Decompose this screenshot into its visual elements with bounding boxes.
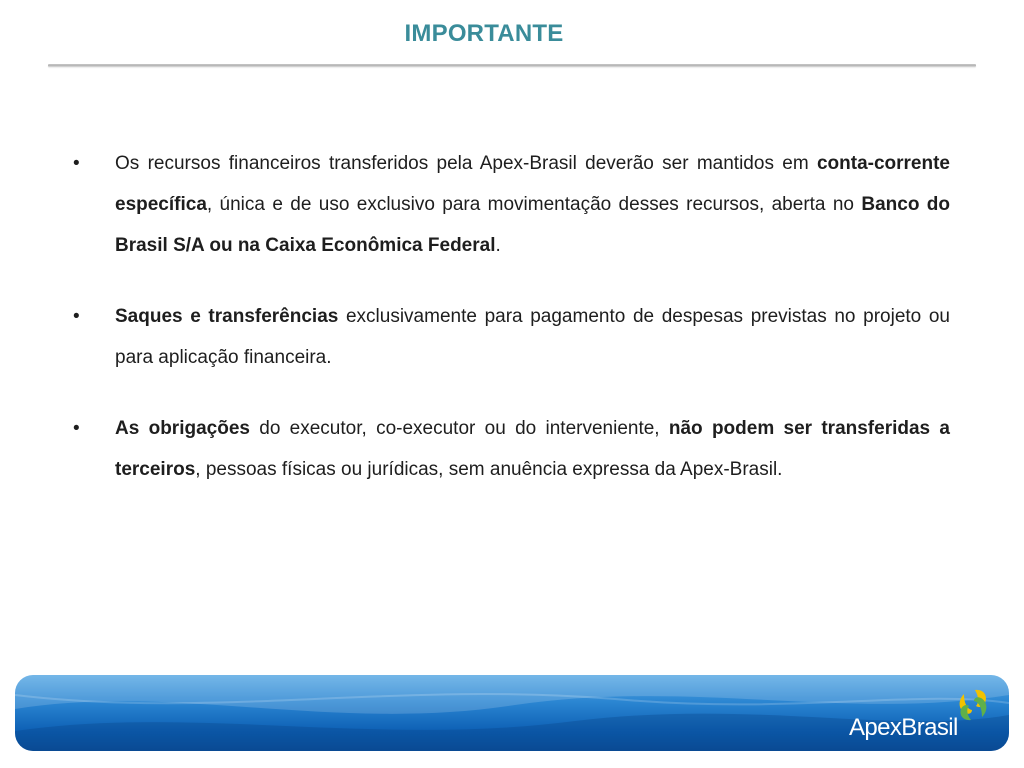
bullet-text-bold: não podem ser transferidas a terceiros	[115, 418, 950, 480]
bullet-text-bold: As obrigações	[115, 418, 250, 439]
bullet-marker: •	[73, 306, 80, 327]
bullet-item	[70, 143, 950, 266]
bullet-text-normal: Os recursos financeiros transferidos pela Apex-Brasil deverão ser mantidos em	[115, 153, 817, 174]
bullet-text-normal: exclusivamente para pagamento de despesas previstas no projeto ou para aplicação financeira.	[115, 306, 950, 368]
bullet-text-normal: do executor, co-executor ou do interveniente,	[249, 418, 669, 439]
bullet-text-normal: .	[495, 235, 501, 256]
bullet-text-bold: Banco do Brasil S/A ou na Caixa Econômica Federal	[115, 194, 950, 256]
bullet-marker: •	[73, 153, 80, 174]
bullet-item	[70, 408, 950, 490]
bullet-item	[70, 296, 950, 378]
bullet-text-normal: , pessoas físicas ou jurídicas, sem anuência expressa da Apex-Brasil.	[195, 459, 783, 480]
bullet-text-bold: conta-corrente específica	[115, 153, 950, 215]
bullet-marker: •	[73, 418, 80, 439]
slide-title: IMPORTANTE	[404, 20, 564, 47]
bullet-list	[70, 143, 950, 490]
apexbrasil-logo-text: ApexBrasil	[849, 714, 958, 741]
bullet-text-normal: , única e de uso exclusivo para movimentação desses recursos, aberta no	[206, 194, 862, 215]
bullet-text-bold: Saques e transferências	[115, 306, 339, 327]
apexbrasil-logo-icon	[954, 686, 992, 724]
title-divider	[48, 64, 976, 67]
